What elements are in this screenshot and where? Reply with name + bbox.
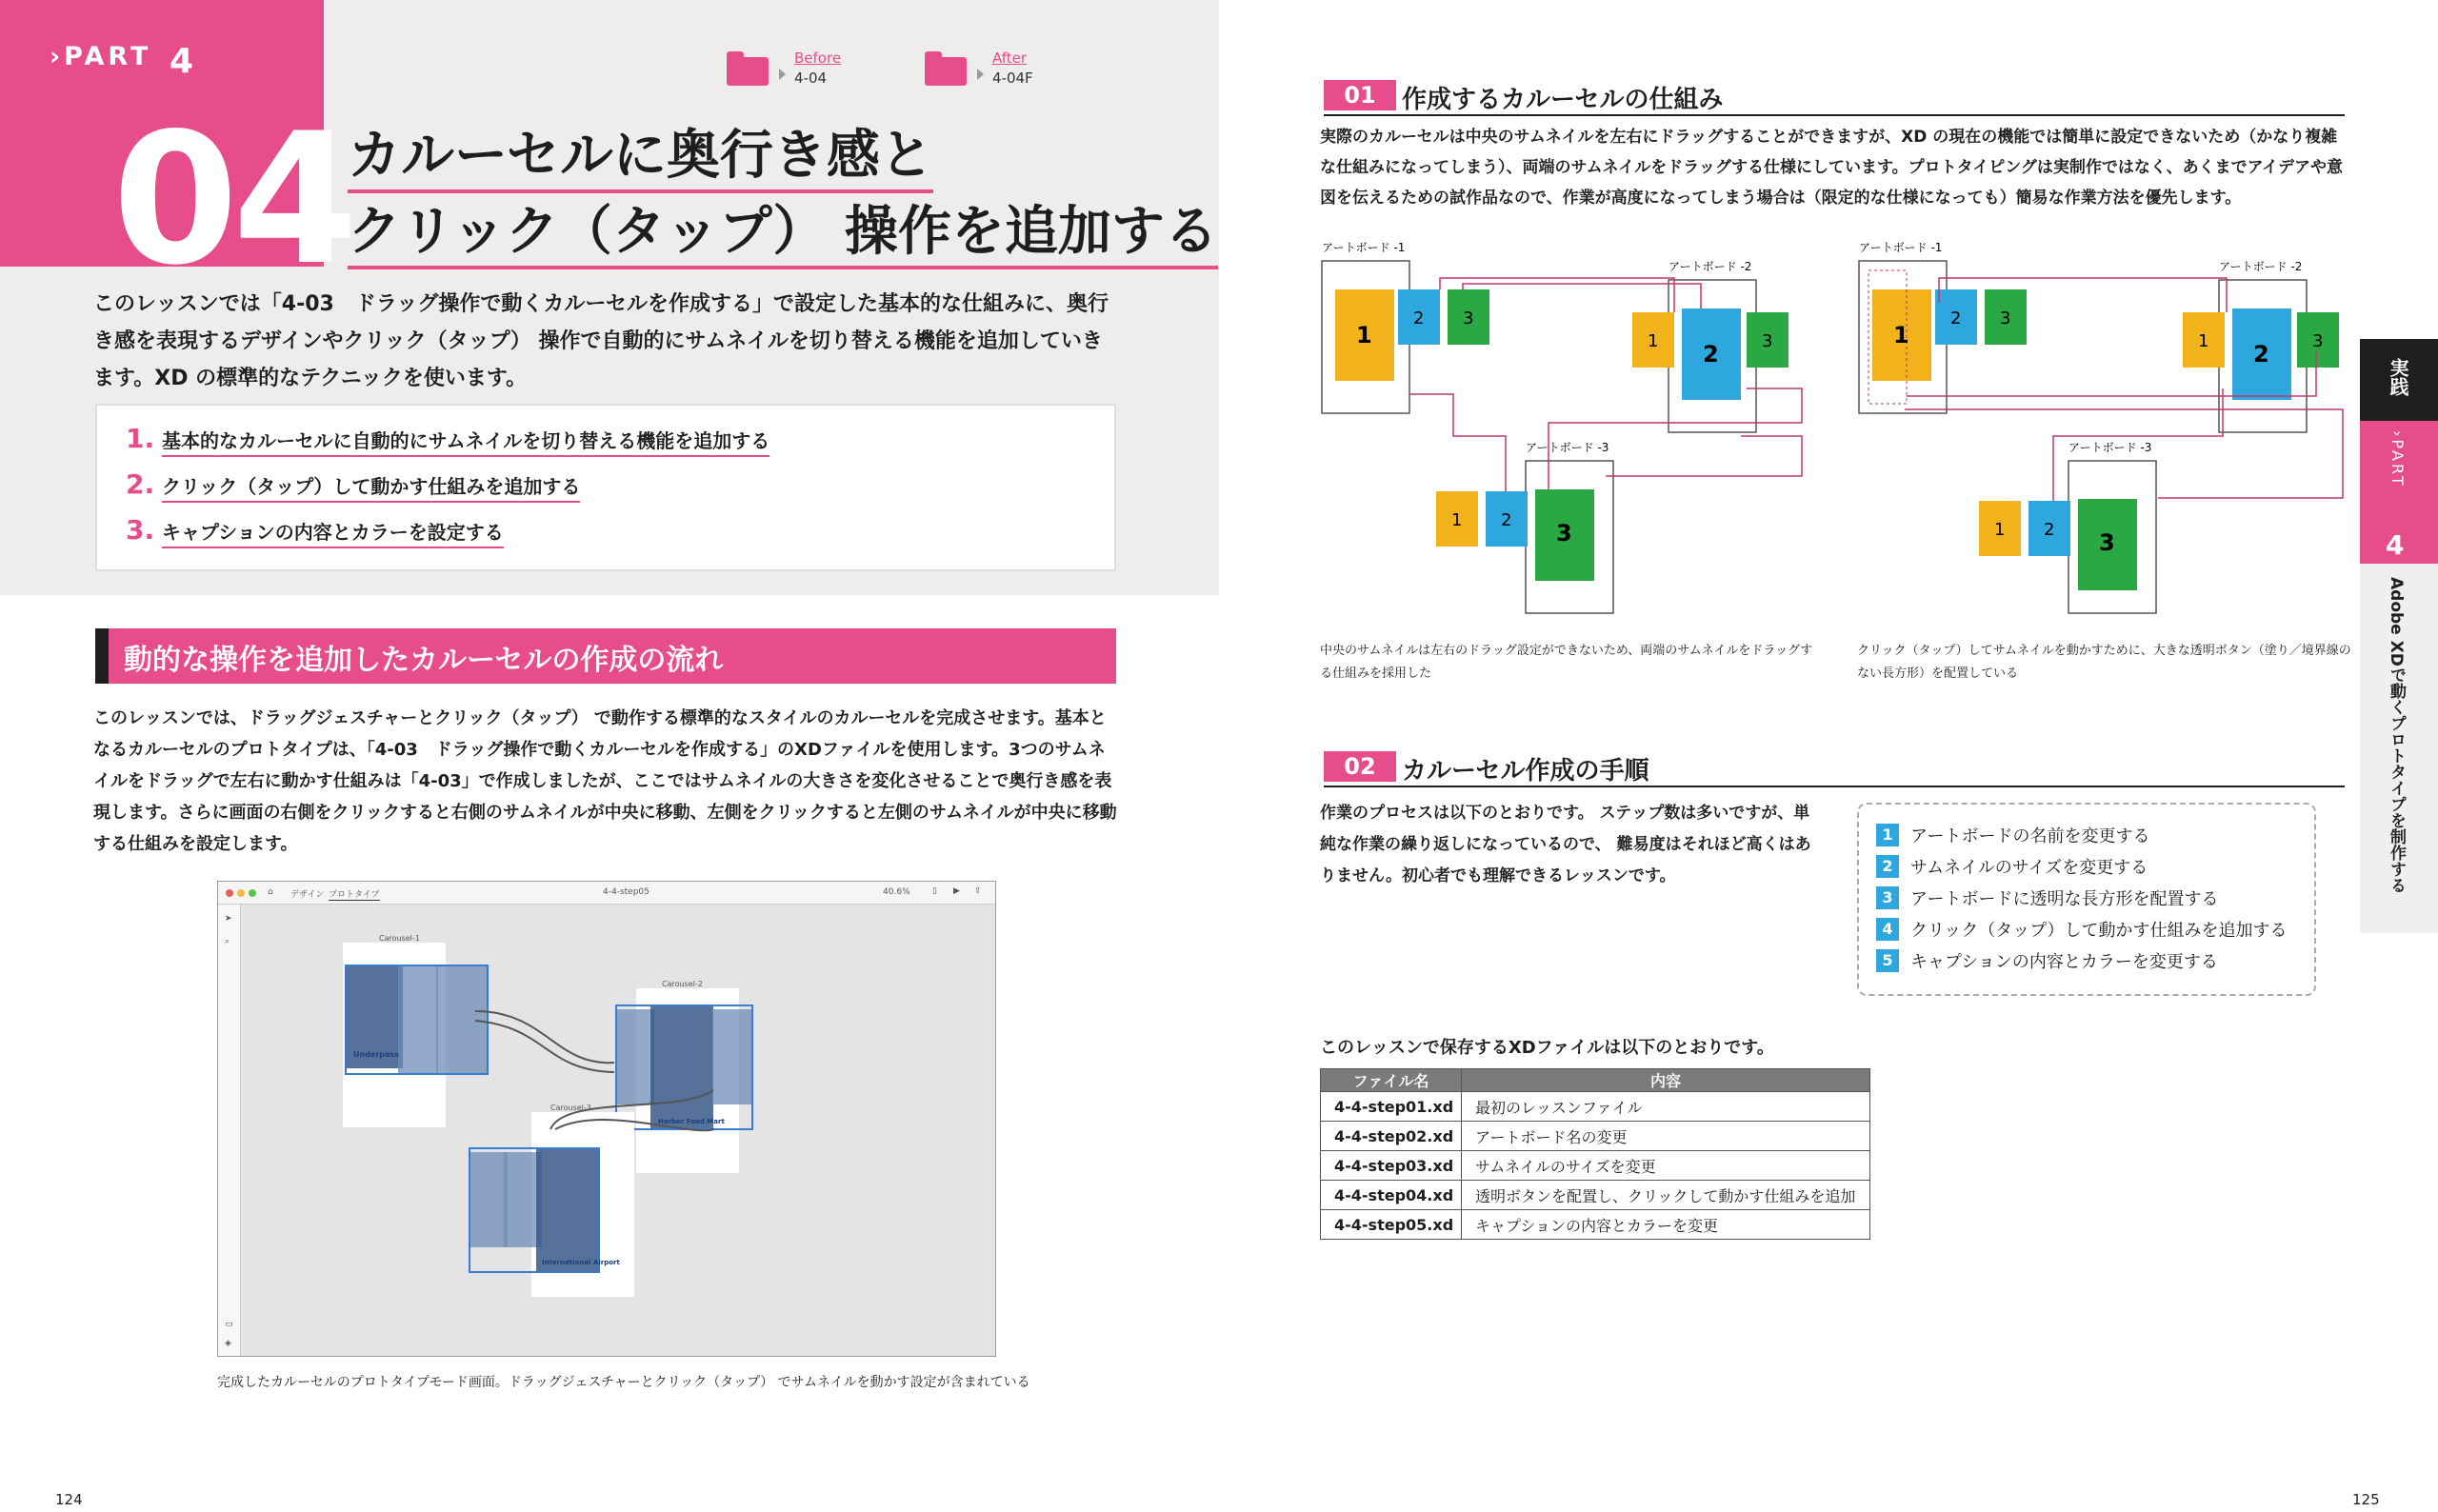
screenshot-caption: 完成したカルーセルのプロトタイプモード画面。ドラッグジェスチャーとクリック（タップ） でサムネイルを動かす設定が含まれている	[217, 1375, 1030, 1390]
chevron-right-icon: ›	[50, 42, 65, 71]
step-item: 4 クリック（タップ）して動かす仕組みを追加する	[1876, 917, 2287, 942]
after-code: 4-04F	[992, 70, 1033, 87]
zoom-level: 40.6%	[883, 887, 910, 897]
file-table	[1320, 1068, 1870, 1240]
goal-item: 1. 基本的なカルーセルに自動的にサムネイルを切り替える機能を追加する	[126, 423, 769, 457]
before-label: Before	[794, 50, 842, 67]
step-item: 5 キャプションの内容とカラーを変更する	[1876, 948, 2218, 973]
artboard-label: アートボード -2	[2219, 260, 2303, 273]
board-name: Carousel-1	[379, 934, 420, 943]
section-bar-notch	[95, 628, 109, 684]
file-title: 4-4-step05	[603, 887, 649, 897]
section-title: 動的な操作を追加したカルーセルの作成の流れ	[124, 644, 724, 677]
arrow-icon	[977, 69, 984, 80]
step-item: 1 アートボードの名前を変更する	[1876, 823, 2149, 847]
content-cell: サムネイルのサイズを変更	[1462, 1151, 1870, 1181]
xd-screenshot	[217, 881, 996, 1357]
file-name-cell: 4-4-step03.xd	[1321, 1151, 1462, 1181]
section-number: 02	[1324, 751, 1396, 782]
file-name-cell: 4-4-step01.xd	[1321, 1092, 1462, 1122]
share-icon: ⇪	[974, 886, 982, 896]
artboard-label: アートボード -3	[1526, 441, 1609, 454]
thumb-number: 3	[1463, 308, 1474, 328]
thumb-number: 1	[1648, 331, 1659, 351]
page-number: 125	[2352, 1491, 2380, 1508]
maximize-dot-icon	[249, 889, 256, 897]
close-dot-icon	[226, 889, 233, 897]
section-title: 作成するカルーセルの仕組み	[1402, 86, 1724, 114]
thumb-number: 2	[1950, 308, 1962, 328]
after-folder-icon	[925, 57, 967, 86]
thumb-number: 3	[1762, 331, 1773, 351]
chevron-right-icon: ›	[2388, 430, 2407, 440]
thumb-number: 3	[1556, 520, 1572, 547]
assets-icon: ▭	[225, 1320, 233, 1329]
card-title: Harbor Food Mart	[658, 1118, 725, 1125]
thumb-number: 2	[2044, 520, 2055, 540]
column-header: ファイル名	[1321, 1069, 1462, 1092]
artboard-label: アートボード -1	[1322, 241, 1406, 254]
step-item: 3 アートボードに透明な長方形を配置する	[1876, 885, 2218, 910]
part-tab-number: 4	[2386, 529, 2405, 561]
chapter-tab-label: 実践	[2387, 358, 2409, 396]
thumb-number: 1	[2198, 331, 2209, 351]
before-code: 4-04	[794, 70, 828, 87]
thumb-number: 1	[1893, 322, 1909, 348]
section-body: このレッスンでは、ドラッグジェスチャーとクリック（タップ） で動作する標準的なスタイルのカルーセルを完成させます。基本となるカルーセルのプロトタイプは、「4-03 ドラッグ操作で動くカルーセルを作成する」のXDファイルを使用します。3つのサムネイルをドラッグで左右に動かす仕組みは「4-03」で作成しましたが、ここではサムネイルの大きさを変化させることで奥行き感を表現します。さらに画面の右側をクリックすると右側のサムネイルが中央に移動、左側をクリックすると左側のサムネイルが中央に移動する仕組みを設定します。	[93, 708, 1117, 854]
lesson-number: 04	[112, 94, 353, 305]
thumb-number: 3	[2099, 529, 2115, 556]
home-icon: ⌂	[268, 887, 273, 897]
artboard-label: アートボード -3	[2068, 441, 2152, 454]
thumb-number: 2	[1703, 341, 1719, 368]
lesson-title-line1: カルーセルに奥行き感と	[348, 124, 933, 193]
thumb-number: 2	[2253, 341, 2269, 368]
board-name: Carousel-2	[662, 980, 703, 988]
minimize-dot-icon	[237, 889, 245, 897]
goal-item: 3. キャプションの内容とカラーを設定する	[126, 514, 504, 548]
tab-prototype: プロトタイプ	[329, 887, 380, 901]
carousel-diagrams	[1320, 236, 2348, 636]
thumb-number: 1	[1994, 520, 2006, 540]
table-row	[1321, 1092, 1870, 1122]
thumb-number: 2	[1413, 308, 1425, 328]
section-body: 作業のプロセスは以下のとおりです。 ステップ数は多いですが、単純な作業の繰り返しになっているので、 難易度はそれほど高くはありません。初心者でも理解できるレッスンです。	[1320, 804, 1811, 885]
diagram-caption-left: 中央のサムネイルは左右のドラッグ設定ができないため、両端のサムネイルをドラッグする仕組みを採用した	[1320, 644, 1813, 681]
tab-design: デザイン	[290, 890, 325, 900]
content-cell: キャプションの内容とカラーを変更	[1462, 1210, 1870, 1240]
section-number: 01	[1324, 80, 1396, 110]
part-number: 4	[170, 42, 194, 81]
thumb-number: 3	[2312, 331, 2324, 351]
page-number: 124	[55, 1491, 83, 1508]
xd-canvas	[241, 905, 995, 1356]
section-body: 実際のカルーセルは中央のサムネイルを左右にドラッグすることができますが、XD の現在の機能では簡単に設定できないため（かなり複雑な仕組みになってしまう）、両端のサムネイルをドラッグする仕様にしています。プロトタイピングは実制作ではなく、あくまでアイデアや意図を伝えるための試作品なので、作業が高度になってしまう場合は（限定的な仕様になっても）簡易な作業方法を優先します。	[1320, 128, 2344, 208]
content-cell: 透明ボタンを配置し、クリックして動かす仕組みを追加	[1462, 1181, 1870, 1210]
divider	[1324, 114, 2345, 116]
select-tool-icon: ➤	[225, 914, 232, 924]
arrow-icon	[779, 69, 786, 80]
diagram-caption-right: クリック（タップ）してサムネイルを動かすために、大きな透明ボタン（塗り／境界線のない長方形）を配置している	[1857, 644, 2351, 681]
after-label: After	[992, 50, 1028, 67]
book-tab-label: Adobe XDで動くプロトタイプを制作する	[2387, 577, 2406, 893]
table-row	[1321, 1210, 1870, 1240]
thumb-number: 3	[2000, 308, 2011, 328]
column-header: 内容	[1462, 1069, 1870, 1092]
lesson-title-line2: クリック（タップ） 操作を追加する	[348, 200, 1218, 269]
goal-item: 2. クリック（タップ）して動かす仕組みを追加する	[126, 468, 580, 503]
xd-toolbar	[218, 905, 241, 1356]
part-label: ›PART	[50, 42, 152, 71]
zoom-tool-icon: ⌕	[225, 937, 230, 946]
table-header-row	[1321, 1069, 1870, 1092]
board-name: Carousel-3	[550, 1104, 591, 1112]
card-title: International Airport	[542, 1259, 620, 1266]
lesson-intro: このレッスンでは「4-03 ドラッグ操作で動くカルーセルを作成する」で設定した基本的な仕組みに、奥行き感を表現するデザインやクリック（タップ） 操作で自動的にサムネイルを切り替える機能を追加していきます。XD の標準的なテクニックを使います。	[93, 292, 1109, 390]
table-row	[1321, 1181, 1870, 1210]
content-cell: 最初のレッスンファイル	[1462, 1092, 1870, 1122]
thumb-number: 1	[1356, 322, 1372, 348]
device-icon: ▯	[932, 886, 937, 896]
play-icon: ▶	[953, 886, 960, 896]
section-title: カルーセル作成の手順	[1402, 757, 1649, 786]
file-name-cell: 4-4-step05.xd	[1321, 1210, 1462, 1240]
table-row	[1321, 1122, 1870, 1151]
file-name-cell: 4-4-step04.xd	[1321, 1181, 1462, 1210]
content-cell: アートボード名の変更	[1462, 1122, 1870, 1151]
divider	[1324, 786, 2345, 787]
table-row	[1321, 1151, 1870, 1181]
part-tab-label: ›PART	[2388, 430, 2407, 488]
file-name-cell: 4-4-step02.xd	[1321, 1122, 1462, 1151]
artboard-label: アートボード -1	[1859, 241, 1943, 254]
before-folder-icon	[727, 57, 769, 86]
xd-titlebar	[218, 882, 995, 905]
card-title: Underpass	[353, 1050, 399, 1059]
thumb-number: 1	[1451, 510, 1463, 530]
thumb-number: 2	[1501, 510, 1512, 530]
artboard-label: アートボード -2	[1669, 260, 1752, 273]
save-files-lead: このレッスンで保存するXDファイルは以下のとおりです。	[1320, 1038, 1774, 1058]
step-item: 2 サムネイルのサイズを変更する	[1876, 854, 2148, 879]
layers-icon: ◈	[225, 1339, 231, 1348]
